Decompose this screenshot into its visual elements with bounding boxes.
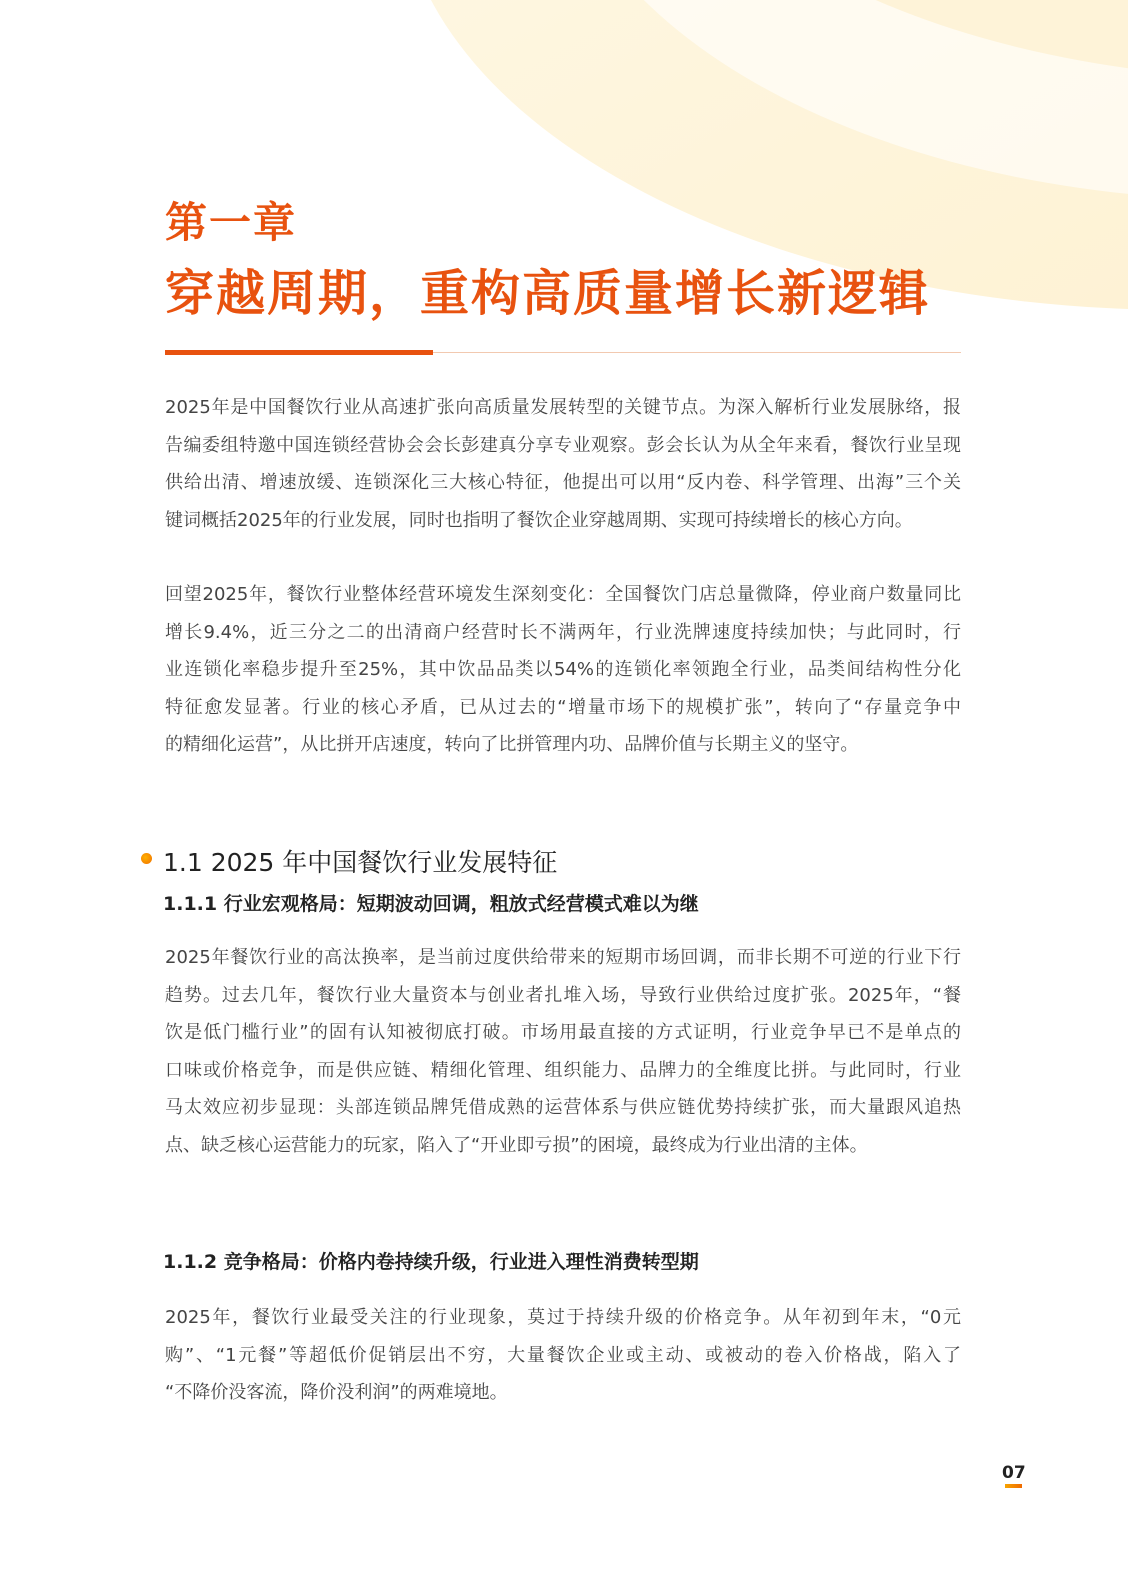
paragraph-review [165, 576, 961, 764]
text-line: 键词概括2025年的行业发展，同时也指明了餐饮企业穿越周期、实现可持续增长的核心方向。 [165, 509, 913, 531]
divider-accent [165, 350, 433, 355]
paragraph-competition [165, 1299, 961, 1412]
text-line: 2025年，餐饮行业最受关注的行业现象，莫过于持续升级的价格竞争。从年初到年末，“0元 [165, 1307, 961, 1328]
section-heading: 1.1 2025 年中国餐饮行业发展特征 [163, 848, 558, 877]
text-line: 2025年餐饮行业的高汰换率，是当前过度供给带来的短期市场回调，而非长期不可逆的行业下行 [165, 947, 961, 968]
page-number: 07 [1002, 1463, 1026, 1483]
text-line: 马太效应初步显现：头部连锁品牌凭借成熟的运营体系与供应链优势持续扩张，而大量跟风追热 [165, 1097, 961, 1118]
text-line: 增长9.4%，近三分之二的出清商户经营时长不满两年，行业洗牌速度持续加快；与此同时，行 [165, 621, 961, 643]
text-line: 口味或价格竞争，而是供应链、精细化管理、组织能力、品牌力的全维度比拼。与此同时，行业 [165, 1059, 961, 1081]
page-number-underline [1005, 1484, 1022, 1488]
subsection-heading-2: 1.1.2 竞争格局：价格内卷持续升级，行业进入理性消费转型期 [163, 1251, 699, 1273]
text-line: “不降价没客流，降价没利润”的两难境地。 [165, 1382, 508, 1403]
text-line: 回望2025年，餐饮行业整体经营环境发生深刻变化：全国餐饮门店总量微降，停业商户数量同比 [165, 584, 961, 605]
text-line: 业连锁化率稳步提升至25%，其中饮品品类以54%的连锁化率领跑全行业，品类间结构性分化 [165, 659, 961, 680]
text-line: 点、缺乏核心运营能力的玩家，陷入了“开业即亏损”的困境，最终成为行业出清的主体。 [165, 1134, 868, 1156]
text-line: 特征愈发显著。行业的核心矛盾，已从过去的“增量市场下的规模扩张”，转向了“存量竞争中 [165, 696, 961, 718]
subsection-heading-1: 1.1.1 行业宏观格局：短期波动回调，粗放式经营模式难以为继 [163, 893, 699, 915]
text-line: 供给出清、增速放缓、连锁深化三大核心特征，他提出可以用“反内卷、科学管理、出海”三个关 [165, 472, 961, 493]
text-line: 2025年是中国餐饮行业从高速扩张向高质量发展转型的关键节点。为深入解析行业发展脉络，报 [165, 397, 961, 418]
bullet-dot-icon [141, 853, 152, 864]
paragraph-macro [165, 939, 961, 1164]
paragraph-intro [165, 389, 961, 539]
chapter-title: 穿越周期，重构高质量增长新逻辑 [165, 265, 931, 322]
text-line: 趋势。过去几年，餐饮行业大量资本与创业者扎堆入场，导致行业供给过度扩张。2025年，“餐 [165, 984, 961, 1006]
text-line: 告编委组特邀中国连锁经营协会会长彭建真分享专业观察。彭会长认为从全年来看，餐饮行业呈现 [165, 434, 961, 456]
text-line: 购”、“1元餐”等超低价促销层出不穷，大量餐饮企业或主动、或被动的卷入价格战，陷入了 [165, 1344, 961, 1366]
chapter-label: 第一章 [165, 198, 298, 247]
text-line: 的精细化运营”，从比拼开店速度，转向了比拼管理内功、品牌价值与长期主义的坚守。 [165, 734, 859, 755]
text-line: 饮是低门槛行业”的固有认知被彻底打破。市场用最直接的方式证明，行业竞争早已不是单点的 [165, 1022, 961, 1043]
